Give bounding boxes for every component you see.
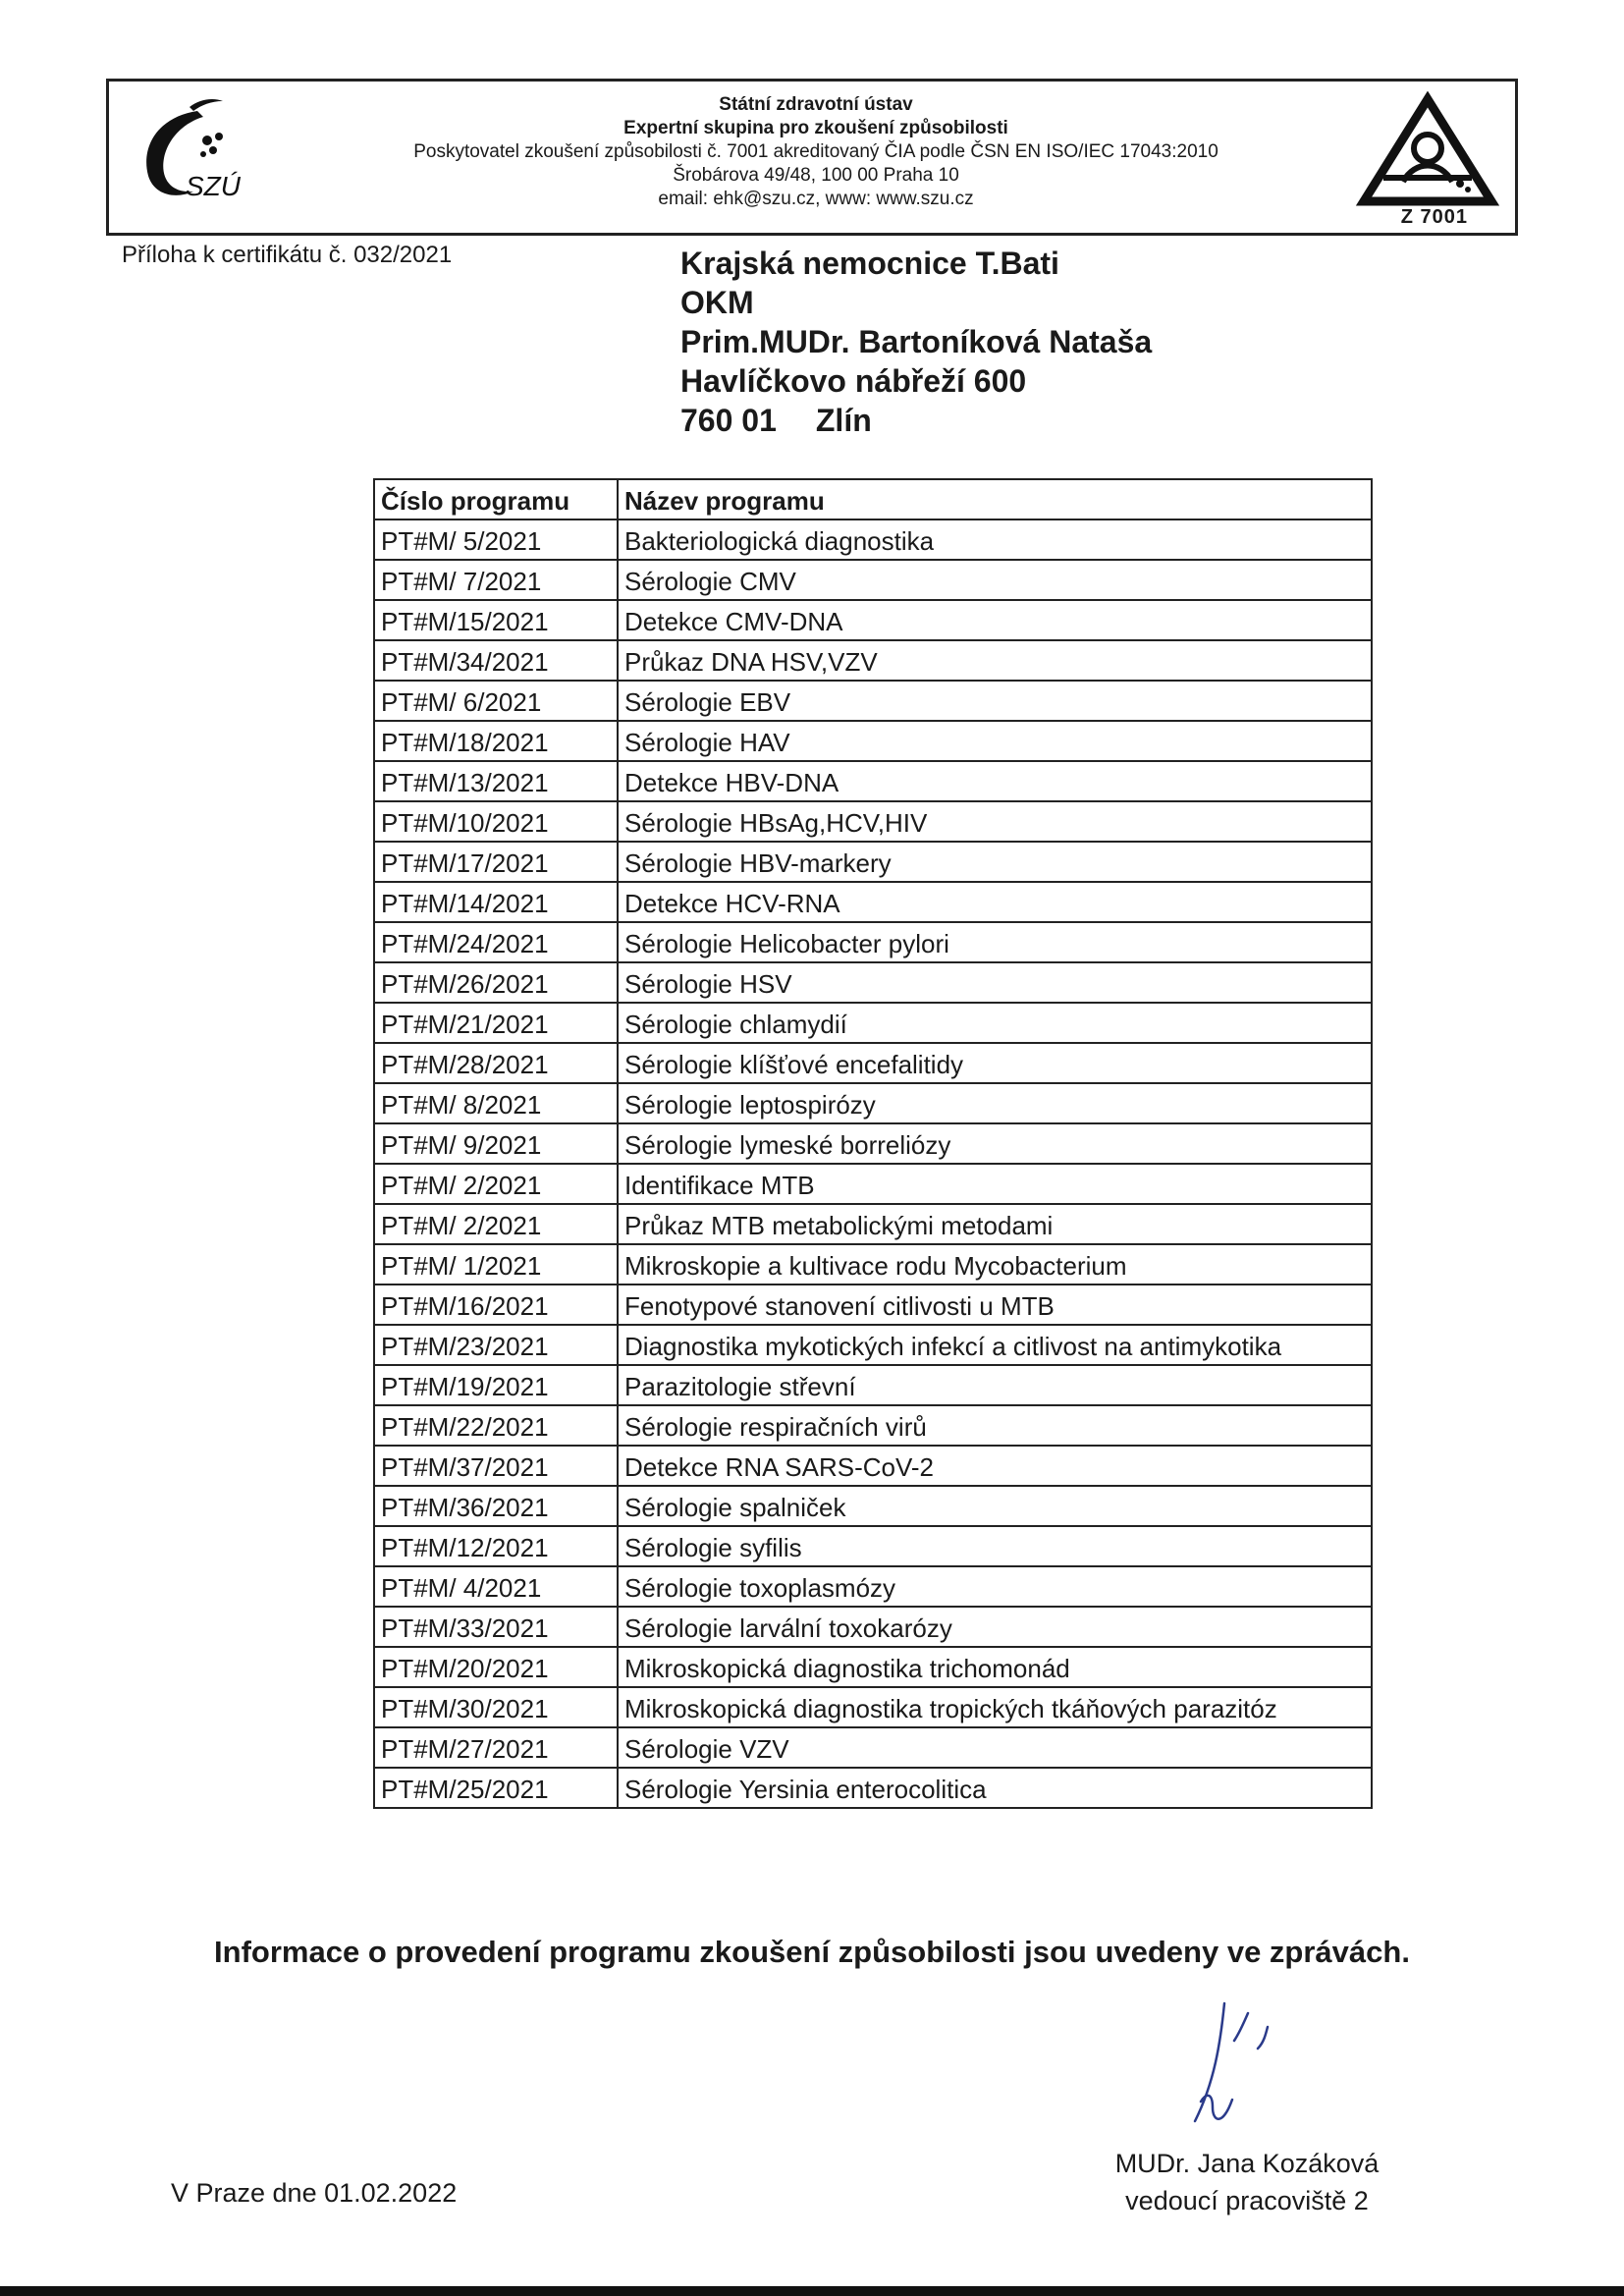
program-number: PT#M/18/2021 bbox=[374, 721, 618, 761]
program-name: Sérologie lymeské borreliózy bbox=[618, 1123, 1372, 1164]
column-header-program-number: Číslo programu bbox=[374, 479, 618, 519]
handwritten-signature bbox=[1173, 1984, 1330, 2141]
table-row bbox=[374, 962, 1372, 1003]
accreditation-number: Z 7001 bbox=[1400, 206, 1468, 228]
institute-name: Státní zdravotní ústav bbox=[719, 94, 913, 115]
program-name: Detekce CMV-DNA bbox=[618, 600, 1372, 640]
institute-contact: email: ehk@szu.cz, www: www.szu.cz bbox=[658, 189, 974, 209]
program-name: Sérologie larvální toxokarózy bbox=[618, 1607, 1372, 1647]
table-row bbox=[374, 721, 1372, 761]
program-number: PT#M/37/2021 bbox=[374, 1446, 618, 1486]
programs-table bbox=[373, 478, 1373, 1809]
program-name: Sérologie VZV bbox=[618, 1727, 1372, 1768]
expert-group: Expertní skupina pro zkoušení způsobilosti bbox=[623, 118, 1008, 138]
header-text bbox=[305, 93, 1326, 211]
table-row bbox=[374, 922, 1372, 962]
program-number: PT#M/21/2021 bbox=[374, 1003, 618, 1043]
program-name: Sérologie syfilis bbox=[618, 1526, 1372, 1566]
table-row bbox=[374, 1526, 1372, 1566]
table-row bbox=[374, 1325, 1372, 1365]
program-name: Sérologie chlamydií bbox=[618, 1003, 1372, 1043]
program-number: PT#M/14/2021 bbox=[374, 882, 618, 922]
info-statement: Informace o provedení programu zkoušení způsobilosti jsou uvedeny ve zprávách. bbox=[214, 1935, 1410, 1969]
program-number: PT#M/25/2021 bbox=[374, 1768, 618, 1808]
program-name: Detekce RNA SARS-CoV-2 bbox=[618, 1446, 1372, 1486]
program-name: Průkaz MTB metabolickými metodami bbox=[618, 1204, 1372, 1244]
program-name: Bakteriologická diagnostika bbox=[618, 519, 1372, 560]
program-name: Sérologie HBsAg,HCV,HIV bbox=[618, 801, 1372, 842]
program-number: PT#M/16/2021 bbox=[374, 1285, 618, 1325]
program-number: PT#M/28/2021 bbox=[374, 1043, 618, 1083]
program-name: Fenotypové stanovení citlivosti u MTB bbox=[618, 1285, 1372, 1325]
recipient-department: OKM bbox=[680, 285, 754, 320]
szu-logo-text: SZÚ bbox=[186, 171, 241, 201]
program-name: Diagnostika mykotických infekcí a citlivost na antimykotika bbox=[618, 1325, 1372, 1365]
table-row bbox=[374, 560, 1372, 600]
program-name: Mikroskopická diagnostika trichomonád bbox=[618, 1647, 1372, 1687]
recipient-street: Havlíčkovo nábřeží 600 bbox=[680, 363, 1027, 399]
program-number: PT#M/19/2021 bbox=[374, 1365, 618, 1405]
program-number: PT#M/20/2021 bbox=[374, 1647, 618, 1687]
table-row bbox=[374, 640, 1372, 681]
table-row bbox=[374, 1446, 1372, 1486]
institute-address: Šrobárova 49/48, 100 00 Praha 10 bbox=[673, 165, 959, 186]
program-name: Sérologie toxoplasmózy bbox=[618, 1566, 1372, 1607]
program-number: PT#M/10/2021 bbox=[374, 801, 618, 842]
recipient-city: Zlín bbox=[815, 403, 872, 438]
program-name: Sérologie Helicobacter pylori bbox=[618, 922, 1372, 962]
program-name: Sérologie respiračních virů bbox=[618, 1405, 1372, 1446]
certificate-annex: Příloha k certifikátu č. 032/2021 bbox=[122, 242, 453, 268]
table-row bbox=[374, 1123, 1372, 1164]
table-row bbox=[374, 1204, 1372, 1244]
table-row bbox=[374, 1083, 1372, 1123]
program-number: PT#M/30/2021 bbox=[374, 1687, 618, 1727]
program-number: PT#M/ 9/2021 bbox=[374, 1123, 618, 1164]
header-box bbox=[106, 79, 1518, 236]
program-number: PT#M/13/2021 bbox=[374, 761, 618, 801]
signatory-name: MUDr. Jana Kozáková bbox=[1114, 2149, 1380, 2178]
table-row bbox=[374, 681, 1372, 721]
program-name: Mikroskopická diagnostika tropických tkáňových parazitóz bbox=[618, 1687, 1372, 1727]
table-row bbox=[374, 1687, 1372, 1727]
program-name: Sérologie spalniček bbox=[618, 1486, 1372, 1526]
program-name: Sérologie klíšťové encefalitidy bbox=[618, 1043, 1372, 1083]
table-row bbox=[374, 1285, 1372, 1325]
recipient-organization: Krajská nemocnice T.Bati bbox=[680, 246, 1059, 281]
table-row bbox=[374, 1647, 1372, 1687]
program-number: PT#M/ 2/2021 bbox=[374, 1164, 618, 1204]
provider-line: Poskytovatel zkoušení způsobilosti č. 7001 akreditovaný ČIA podle ČSN EN ISO/IEC 17043:2010 bbox=[413, 141, 1218, 162]
program-name: Sérologie CMV bbox=[618, 560, 1372, 600]
program-name: Detekce HCV-RNA bbox=[618, 882, 1372, 922]
table-row bbox=[374, 1043, 1372, 1083]
program-number: PT#M/ 4/2021 bbox=[374, 1566, 618, 1607]
table-row bbox=[374, 882, 1372, 922]
program-number: PT#M/12/2021 bbox=[374, 1526, 618, 1566]
table-row bbox=[374, 1768, 1372, 1808]
program-number: PT#M/ 1/2021 bbox=[374, 1244, 618, 1285]
program-number: PT#M/22/2021 bbox=[374, 1405, 618, 1446]
program-number: PT#M/33/2021 bbox=[374, 1607, 618, 1647]
recipient-zip: 760 01 bbox=[680, 403, 777, 438]
program-name: Sérologie HSV bbox=[618, 962, 1372, 1003]
program-number: PT#M/34/2021 bbox=[374, 640, 618, 681]
program-number: PT#M/23/2021 bbox=[374, 1325, 618, 1365]
table-row bbox=[374, 1405, 1372, 1446]
program-number: PT#M/ 2/2021 bbox=[374, 1204, 618, 1244]
programs-table-body bbox=[374, 519, 1372, 1808]
table-row bbox=[374, 1607, 1372, 1647]
program-name: Sérologie HAV bbox=[618, 721, 1372, 761]
table-row bbox=[374, 801, 1372, 842]
program-number: PT#M/36/2021 bbox=[374, 1486, 618, 1526]
program-name: Průkaz DNA HSV,VZV bbox=[618, 640, 1372, 681]
table-row bbox=[374, 1365, 1372, 1405]
recipient-zip-city bbox=[680, 401, 1152, 440]
program-name: Sérologie Yersinia enterocolitica bbox=[618, 1768, 1372, 1808]
program-number: PT#M/27/2021 bbox=[374, 1727, 618, 1768]
program-name: Parazitologie střevní bbox=[618, 1365, 1372, 1405]
szu-logo bbox=[129, 97, 276, 215]
scan-bottom-edge bbox=[0, 2286, 1624, 2296]
program-number: PT#M/26/2021 bbox=[374, 962, 618, 1003]
table-row bbox=[374, 1486, 1372, 1526]
table-row bbox=[374, 1003, 1372, 1043]
table-row bbox=[374, 1727, 1372, 1768]
program-name: Identifikace MTB bbox=[618, 1164, 1372, 1204]
program-number: PT#M/15/2021 bbox=[374, 600, 618, 640]
table-row bbox=[374, 1244, 1372, 1285]
table-row bbox=[374, 1164, 1372, 1204]
program-number: PT#M/ 5/2021 bbox=[374, 519, 618, 560]
table-row bbox=[374, 1566, 1372, 1607]
place-and-date: V Praze dne 01.02.2022 bbox=[171, 2178, 458, 2208]
program-name: Sérologie EBV bbox=[618, 681, 1372, 721]
program-name: Mikroskopie a kultivace rodu Mycobacterium bbox=[618, 1244, 1372, 1285]
recipient-person: Prim.MUDr. Bartoníková Nataša bbox=[680, 324, 1153, 359]
table-row bbox=[374, 600, 1372, 640]
program-number: PT#M/ 7/2021 bbox=[374, 560, 618, 600]
signatory-role: vedoucí pracoviště 2 bbox=[1125, 2186, 1369, 2215]
program-name: Sérologie HBV-markery bbox=[618, 842, 1372, 882]
signatory-block bbox=[1080, 2145, 1414, 2219]
program-number: PT#M/17/2021 bbox=[374, 842, 618, 882]
table-row bbox=[374, 842, 1372, 882]
program-name: Sérologie leptospirózy bbox=[618, 1083, 1372, 1123]
program-number: PT#M/ 6/2021 bbox=[374, 681, 618, 721]
table-row bbox=[374, 761, 1372, 801]
column-header-program-name: Název programu bbox=[618, 479, 1372, 519]
program-name: Detekce HBV-DNA bbox=[618, 761, 1372, 801]
recipient-address bbox=[680, 244, 1152, 440]
table-row bbox=[374, 519, 1372, 560]
program-number: PT#M/ 8/2021 bbox=[374, 1083, 618, 1123]
program-number: PT#M/24/2021 bbox=[374, 922, 618, 962]
table-header-row bbox=[374, 479, 1372, 519]
